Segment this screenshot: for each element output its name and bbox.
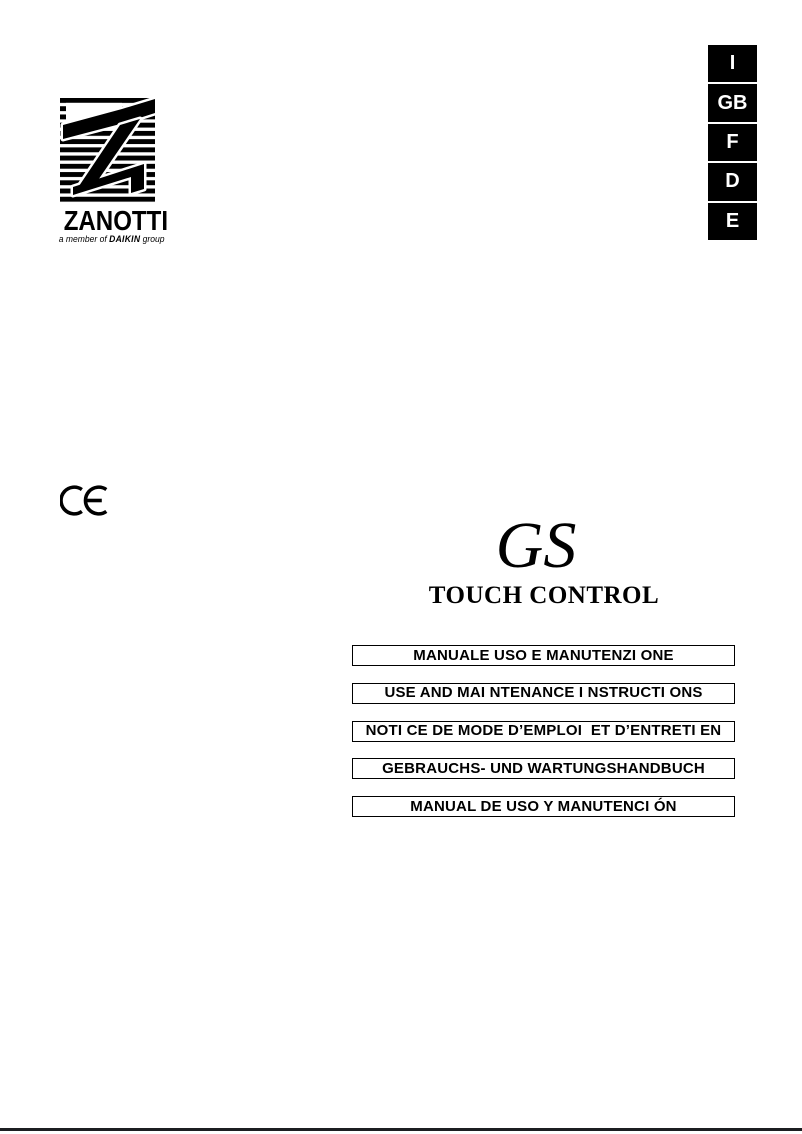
brand-name: ZANOTTI [63,205,169,236]
manual-title-box-german [352,758,735,779]
language-tab-label: D [725,170,740,193]
brand-wordmark [56,205,169,244]
manual-title-label: MANUALE USO E MANUTENZI ONE [413,646,674,664]
ce-mark-icon [60,482,113,519]
manual-title-box-italian [352,645,735,666]
footer-rule [0,1128,802,1131]
manual-title-label: USE AND MAI NTENANCE I NSTRUCTI ONS [384,684,703,702]
manual-title-box-english [352,683,735,704]
language-tab-french [708,124,757,161]
manual-title-box-spanish [352,796,735,817]
language-tab-column [708,45,757,240]
tagline-suffix: group [140,234,165,244]
product-line-title: TOUCH CONTROL [428,582,660,609]
manual-title-list [352,645,735,834]
tagline-prefix: a member of [58,234,110,244]
manual-title-label: NOTI CE DE MODE D’EMPLOI ET D’ENTRETI EN [365,722,722,740]
model-title: GS [495,509,577,582]
manual-title-label: GEBRAUCHS- UND WARTUNGSHANDBUCH [382,759,705,777]
manual-title-box-french [352,721,735,742]
tagline-daikin: DAIKIN [109,234,141,244]
language-tab-german [708,163,757,200]
language-tab-english [708,84,757,121]
language-tab-italian [708,45,757,82]
language-tab-label: E [725,209,740,232]
language-tab-label: F [726,130,739,153]
language-tab-label: I [729,52,736,75]
zanotti-logo-icon [60,98,155,205]
daikin-tagline [59,234,164,244]
manual-title-label: MANUAL DE USO Y MANUTENCI ÓN [410,797,677,815]
language-tab-label: GB [717,91,748,114]
language-tab-spanish [708,203,757,240]
